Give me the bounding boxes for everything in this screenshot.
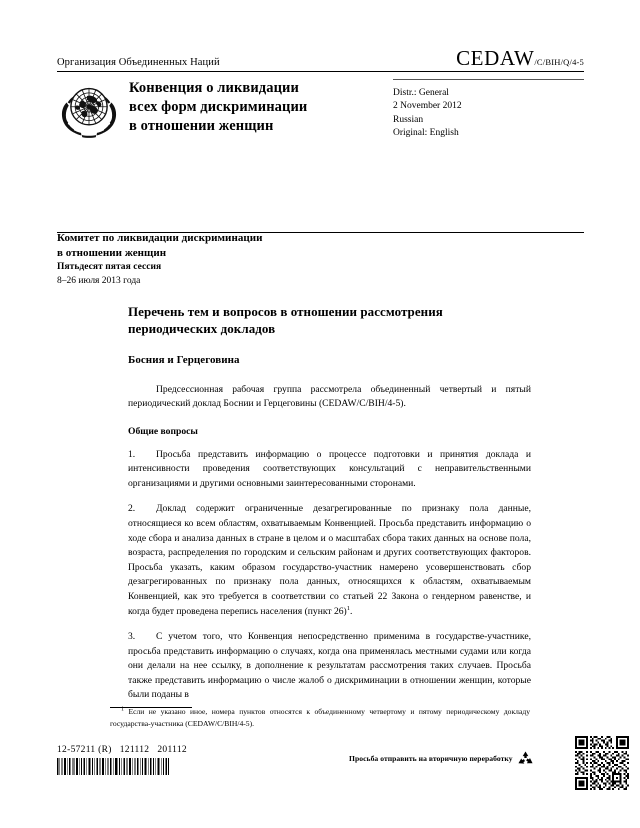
recycle-text: Просьба отправить на вторичную переработку — [349, 754, 513, 763]
page-title: Перечень тем и вопросов в отношении рассмотрения периодических докладов — [128, 304, 443, 337]
masthead-divider — [57, 71, 584, 72]
qr-code — [575, 736, 629, 790]
footnote-1 — [110, 706, 530, 731]
footnote-reference-1[interactable]: 1 — [346, 604, 351, 612]
paragraph-1-number: 1. — [128, 448, 136, 460]
organization-name: Организация Объединенных Наций — [57, 57, 220, 69]
distribution-divider — [393, 79, 584, 80]
paragraph-3 — [128, 630, 531, 703]
convention-title-line-3: в отношении женщин — [129, 117, 274, 134]
masthead-left — [57, 79, 379, 141]
document-content — [128, 303, 531, 703]
document-symbol — [456, 48, 584, 69]
paragraph-2-text: Доклад содержит ограниченные дезагрегированные по признаку пола данные, относящиеся ко всем областям, охватываемым Конвенцией. Просьба представить информацию о ходе сбора и анализа данных в стране в целом и о масштабах сбора таких данных на основе пола, возраста, распределения по городским и сельским районам и других соответствующих факторов. Просьба указать, каким образом государство-участник намерено усовершенствовать сбор дезагрегированных по признаку пола данных, относящихся к областям, охватываемым Конвенцией, как это требуется в соответствии со статьей 22 Закона о гендерном равенстве, и когда будет проведена перепись населения (пункт 26) — [128, 503, 531, 617]
document-language: Russian — [393, 114, 424, 125]
paragraph-2-number: 2. — [128, 503, 136, 515]
committee-name — [57, 231, 457, 260]
session-dates: 8–26 июля 2013 года — [57, 275, 141, 286]
distribution-type: Distr.: General — [393, 88, 449, 98]
recycle-icon — [517, 751, 534, 766]
convention-title — [129, 79, 307, 136]
footer-code-1: 121112 — [119, 745, 150, 755]
paragraph-3-text: С учетом того, что Конвенция непосредственно применима в государстве-участнике, просьба представить информацию о случаях, когда она применялась местными судами или когда они делали на нее ссылку, в дополнение к результатам рассмотрения таких случаев. Просьба также представить информацию о числе жалоб о дискриминации в отношении женщин, которые были поданы в — [128, 631, 531, 701]
committee-name-line-2: в отношении женщин — [57, 246, 167, 259]
paragraph-2-text-tail: . — [350, 605, 353, 617]
document-symbol-suffix: /C/BIH/Q/4-5 — [534, 57, 584, 67]
paragraph-2 — [128, 502, 531, 619]
paragraph-3-number: 3. — [128, 631, 136, 643]
country-heading: Босния и Герцеговина — [128, 353, 240, 366]
recycle-notice — [349, 751, 534, 766]
session-number: Пятьдесят пятая сессия — [57, 262, 162, 273]
paragraph-1 — [128, 448, 531, 492]
distribution-block — [393, 87, 584, 141]
footnote-text: Если не указано иное, номера пунктов относятся к объединенному четвертому и пятому периодическому докладу государства-участника (CEDAW/C/BIH/4-5). — [110, 707, 530, 729]
paragraph-1-text: Просьба представить информацию о процессе подготовки и принятия доклада и интенсивности проведения соответствующих консультаций с неправительственными организациями и другими основными заинтересованными сторонами. — [128, 448, 531, 489]
masthead-body — [57, 79, 584, 141]
document-original-language: Original: English — [393, 128, 459, 139]
masthead — [57, 48, 584, 141]
footer-code-2: 201112 — [157, 745, 187, 755]
job-number: 12-57211 (R) — [57, 745, 112, 755]
convention-title-line-1: Конвенция о ликвидации — [129, 80, 299, 96]
footnote-marker: 1 — [121, 706, 124, 713]
un-emblem-icon — [57, 81, 121, 141]
section-heading-general-questions: Общие вопросы — [128, 425, 198, 437]
document-symbol-main: CEDAW — [456, 46, 535, 70]
masthead-top-row — [57, 48, 584, 69]
convention-title-line-2: всех форм дискриминации — [129, 98, 308, 115]
intro-paragraph: Предсессионная рабочая группа рассмотрела объединенный четвертый и пятый периодический доклад Боснии и Герцеговины (CEDAW/C/BIH/4-5). — [128, 383, 531, 410]
page-footer — [57, 745, 584, 780]
barcode — [57, 758, 169, 775]
committee-name-line-1: Комитет по ликвидации дискриминации — [57, 232, 263, 244]
committee-block — [57, 231, 457, 288]
document-date: 2 November 2012 — [393, 101, 462, 112]
masthead-right — [379, 79, 584, 141]
